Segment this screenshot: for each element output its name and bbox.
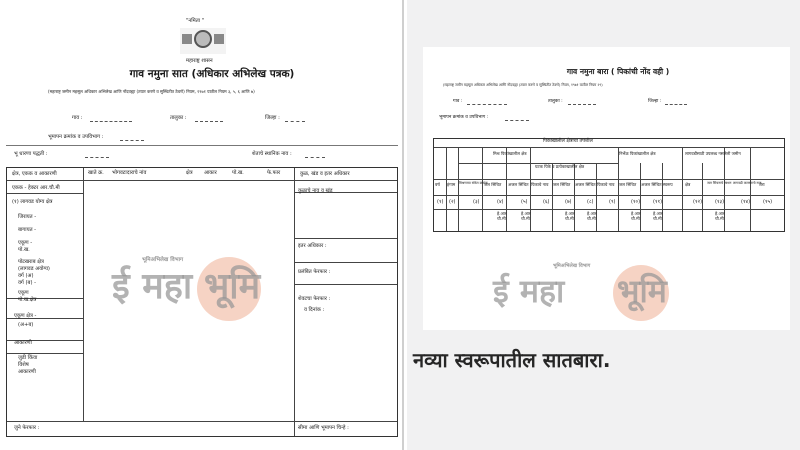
account-no-header: खाते क्र. (88, 170, 104, 176)
emahabhumi-watermark-right: भूमिअभिलेख विभाग ई महा भूमि (493, 265, 723, 335)
caption: नव्या स्वरूपातील सातबारा. (413, 348, 611, 372)
col-unirrigated-1: अजल सिंचित (508, 182, 529, 187)
total-pokh-label: एकूण (18, 290, 29, 296)
mutation-header: फे.फार (267, 170, 281, 176)
col-irrigated-3: जल सिंचित (619, 182, 637, 187)
col-unirrigated-3: अजल सिंचित (641, 182, 662, 187)
col-crop-name-2: पिकाचे नाव (597, 182, 615, 187)
col-unirrigated-2: अजल सिंचित (575, 182, 596, 187)
old-mutation-label: जुने फेरफार : (14, 425, 40, 431)
area-header: क्षेत्र (186, 170, 193, 176)
crop-survey-label: भूमापन क्रमांक व उपविभाग : (439, 115, 489, 120)
survey-label: भूमापन क्रमांक व उपविभाग : (48, 134, 104, 140)
crop-district-label: जिल्हा : (648, 99, 662, 104)
col-area: क्षेत्र (685, 182, 691, 187)
col-num-6: (६) (543, 199, 550, 205)
emahabhumi-watermark: भूमिअभिलेख विभाग ई महा भूमि (112, 255, 282, 335)
col-num-8: (८) (587, 199, 594, 205)
govt-seal-icon (180, 28, 226, 54)
mixed-crop-header: मिश्र पिकांखालील क्षेत्र (493, 151, 527, 156)
total-label: एकूण - (18, 240, 33, 246)
tenure-label: भू धारणा पद्धती : (14, 151, 48, 157)
occupant-header: भोगवटादाराचे नांव (112, 170, 147, 176)
unit-ha-7: हे.आर (715, 211, 725, 216)
class-a-label: वर्ग (अ) (18, 273, 34, 279)
unit-sqm-1: चौ.मी (497, 216, 506, 221)
col-season: हंगाम (447, 182, 456, 187)
tenancy-heading: कुळ, खंड व इतर अधिकार (300, 171, 350, 177)
uncultivable-label: पोटखराब क्षेत्र (18, 259, 44, 265)
unit-ha-6: हे.आर (653, 211, 663, 216)
tenant-name-label: कुळाचे नाव व खंड (298, 188, 333, 194)
class-b-label: वर्ग (ब) - (18, 280, 36, 286)
unit-sqm-7: चौ.मी (715, 216, 724, 221)
assessment-label: आकारणी (14, 340, 32, 346)
col-num-4: (४) (497, 199, 504, 205)
col-num-10: (१०) (631, 199, 641, 205)
pokh-label: पो.ख. (18, 247, 30, 253)
unit-sqm-2: चौ.मी (521, 216, 530, 221)
village-label: गाव : (72, 115, 83, 121)
special-label: विशेष (18, 362, 29, 368)
col-num-15: (१५) (763, 199, 773, 205)
col-num-11: (११) (653, 199, 663, 205)
uncultivable-sub-label: (लागवड अयोग्य) (18, 266, 50, 272)
component-crops-header: घटक पिके व प्रत्येकाखालील क्षेत्र (535, 164, 585, 169)
col-num-3: (३) (473, 199, 480, 205)
crop-register-form (423, 47, 790, 330)
rules-line: (महाराष्ट्र जमीन महसूल अधिकार अभिलेख आणि नोंदवह्या (तयार करणे व सुस्थितीत ठेवणे) नियम, १९७१ यातील नियम ३, ५, ६ आणि ७) (48, 89, 255, 94)
unit-ha-5: हे.आर (631, 211, 641, 216)
col-num-13: (१३) (715, 199, 725, 205)
col-num-12: (१२) (693, 199, 703, 205)
col-year: वर्ष (435, 182, 440, 187)
unavailable-land-header: लागवडीसाठी उपलब्ध नसलेली जमीन (685, 151, 741, 156)
total-area-sum-label: (अ+ब) (18, 322, 34, 328)
irrigated-label: बागायत - (18, 227, 37, 233)
unit-sqm-5: चौ.मी (631, 216, 640, 221)
cultivable-area-label: (१) लागवड योग्य क्षेत्र (12, 199, 53, 205)
special-assessment-label: आकारणी (18, 369, 36, 375)
total-pokh-area-label: पो.ख.क्षेत्र (18, 297, 37, 303)
col-num-14: (१४) (741, 199, 751, 205)
col-nature: स्वरूप (663, 182, 673, 187)
unit-ha-3: हे.आर (565, 211, 575, 216)
unit-ha-4: हे.आर (587, 211, 597, 216)
col-mix-code: मिश्रणाचा संकेत क्रमांक (459, 181, 488, 185)
boundary-marks-label: सीमा आणि भूमापन चिन्हे : (298, 425, 349, 431)
govt-name: महाराष्ट्र शासन (186, 58, 213, 64)
crop-form-title: गाव नमुना बारा ( पिकांची नोंद वही ) (566, 67, 670, 76)
col-cultivator: लागवडी करणाराचे नाव (733, 181, 762, 185)
pending-mutation-label: प्रलंबित फेरफार : (298, 269, 331, 275)
col-num-2: (२) (449, 199, 456, 205)
unit-sqm-3: चौ.मी (565, 216, 574, 221)
col-irrigation-source: जल सिंचनाचे साधन (707, 181, 732, 185)
crop-area-group-header: पिकांखालील क्षेत्राचा तपशील (543, 139, 593, 144)
unit-sqm-4: चौ.मी (587, 216, 596, 221)
akar-header: आकार (204, 170, 217, 176)
col-crop-name-1: पिकाचे नाव (531, 182, 549, 187)
col-irrigated-2: जल सिंचित (553, 182, 571, 187)
crop-taluka-label: तालुका : (548, 99, 563, 104)
col-num-5: (५) (521, 199, 528, 205)
crop-rules-line: (महाराष्ट्र जमीन महसूल अधिकार अभिलेख आणि नोंदवह्या (तयार करणे व सुस्थितीत ठेवणे) नियम, १९७१ यातील नियम २९) (443, 83, 603, 87)
unit-ha-2: हे.आर (521, 211, 531, 216)
other-rights-label: इतर अधिकार : (298, 243, 327, 249)
judi-label: जुडी किंवा (18, 355, 38, 361)
pokh-header: पो.ख. (232, 170, 244, 176)
form-title: गाव नमुना सात (अधिकार अभिलेख पत्रक) (129, 68, 295, 80)
col-irrigated-1: जल सिंचित (484, 182, 502, 187)
unit-label: एकक - हेक्टर आर.चौ.मी (12, 185, 60, 191)
taluka-label: तालुका : (170, 115, 187, 121)
mutation-date-label: व दिनांक : (304, 307, 325, 313)
area-unit-heading: क्षेत्र, एकक व आकारणी (12, 171, 57, 177)
last-mutation-label: शेवटचा फेरफार : (298, 296, 331, 302)
unit-ha-1: हे.आर (497, 211, 507, 216)
dry-land-label: जिरायत - (18, 214, 37, 220)
single-crop-header: निर्भेळ पिकांखालील क्षेत्र (619, 151, 656, 156)
total-area-label: एकूण क्षेत्र - (14, 313, 37, 319)
district-label: जिल्हा : (265, 115, 280, 121)
unit-sqm-6: चौ.मी (653, 216, 662, 221)
crop-village-label: गाव : (453, 99, 463, 104)
col-num-7: (७) (565, 199, 572, 205)
col-remarks: शेरा (759, 182, 765, 187)
local-name-label: शेताचे स्थानिक नाव : (252, 151, 292, 157)
col-num-9: (९) (609, 199, 616, 205)
col-num-1: (१) (437, 199, 444, 205)
top-note: "नमिता " (186, 18, 205, 24)
